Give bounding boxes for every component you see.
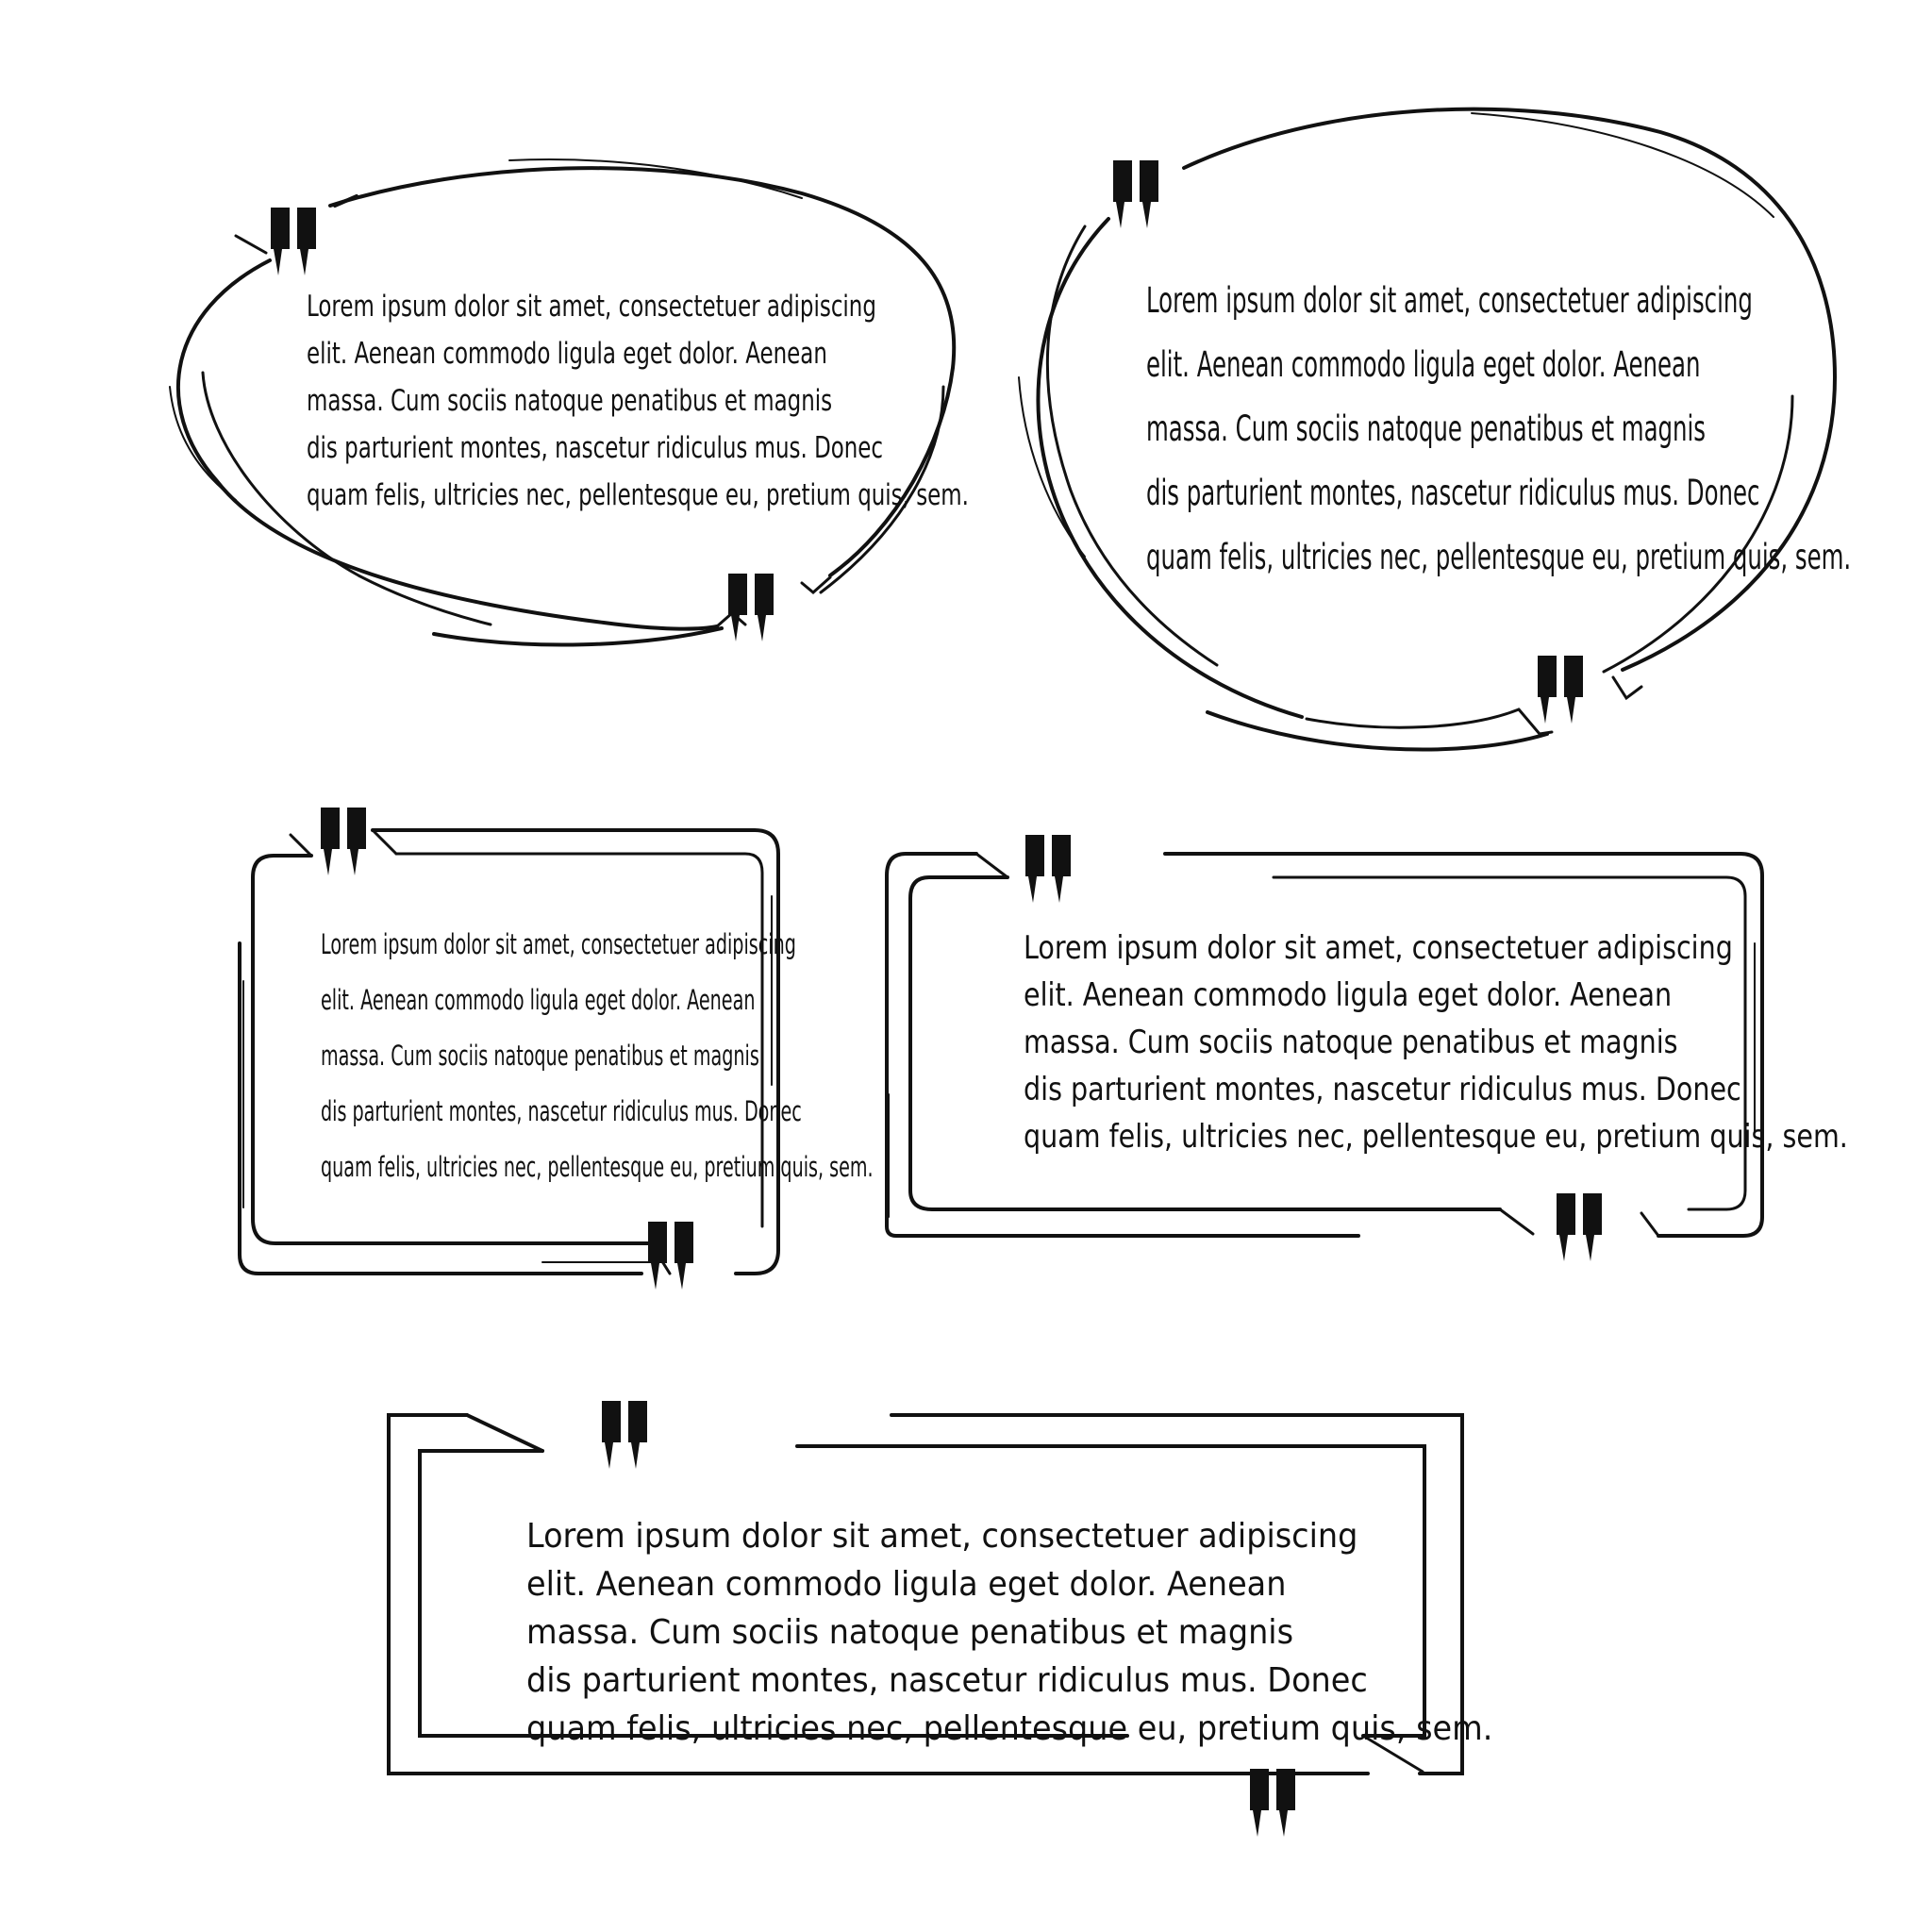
quote-line: massa. Cum sociis natoque penatibus et magnis [307,384,833,418]
open-quote-icon [1113,160,1158,228]
quote-line: massa. Cum sociis natoque penatibus et magnis [1146,408,1707,449]
open-quote-icon [271,208,316,275]
quote-line: quam felis, ultricies nec, pellentesque eu, pretium quis, sem. [1024,1118,1848,1156]
quote-line: quam felis, ultricies nec, pellentesque eu, pretium quis, sem. [307,478,969,512]
open-quote-icon [321,808,366,875]
quote-line: elit. Aenean commodo ligula eget dolor. Aenean [307,337,827,371]
open-quote-icon [602,1401,647,1469]
quote-line: massa. Cum sociis natoque penatibus et magnis [321,1040,759,1072]
quote-line: quam felis, ultricies nec, pellentesque eu, pretium quis, sem. [526,1709,1493,1748]
quote-line: elit. Aenean commodo ligula eget dolor. Aenean [1024,976,1673,1014]
quote-line: dis parturient montes, nascetur ridiculus mus. Donec [526,1661,1368,1700]
close-quote-icon [1538,656,1583,724]
quote-body-3 [321,917,874,1195]
close-quote-icon [728,574,774,641]
quote-line: dis parturient montes, nascetur ridiculus mus. Donec [307,431,884,465]
quote-line: Lorem ipsum dolor sit amet, consectetuer adipiscing [1146,280,1753,321]
quote-line: Lorem ipsum dolor sit amet, consectetuer adipiscing [307,290,876,324]
quote-body-5 [526,1512,1492,1753]
quote-body-1 [307,283,969,519]
quote-line: Lorem ipsum dolor sit amet, consectetuer adipiscing [321,928,796,960]
quote-body-4 [1024,924,1848,1160]
quote-line: elit. Aenean commodo ligula eget dolor. Aenean [526,1565,1287,1604]
quote-body-2 [1146,269,1851,590]
close-quote-icon [648,1222,693,1290]
quote-line: quam felis, ultricies nec, pellentesque eu, pretium quis, sem. [1146,537,1852,577]
quote-line: elit. Aenean commodo ligula eget dolor. Aenean [321,984,756,1016]
quote-line: quam felis, ultricies nec, pellentesque eu, pretium quis, sem. [321,1151,874,1183]
quote-line: Lorem ipsum dolor sit amet, consectetuer adipiscing [526,1517,1358,1556]
close-quote-icon [1557,1193,1602,1261]
open-quote-icon [1025,835,1071,903]
quote-line: elit. Aenean commodo ligula eget dolor. Aenean [1146,344,1701,385]
quote-line: dis parturient montes, nascetur ridiculus mus. Donec [321,1095,802,1127]
quote-line: dis parturient montes, nascetur ridiculus mus. Donec [1024,1071,1741,1108]
close-quote-icon [1250,1769,1295,1837]
quote-line: massa. Cum sociis natoque penatibus et magnis [1024,1024,1678,1061]
quote-line: massa. Cum sociis natoque penatibus et magnis [526,1613,1294,1652]
quote-line: dis parturient montes, nascetur ridiculus mus. Donec [1146,473,1760,513]
quote-line: Lorem ipsum dolor sit amet, consectetuer adipiscing [1024,929,1733,967]
